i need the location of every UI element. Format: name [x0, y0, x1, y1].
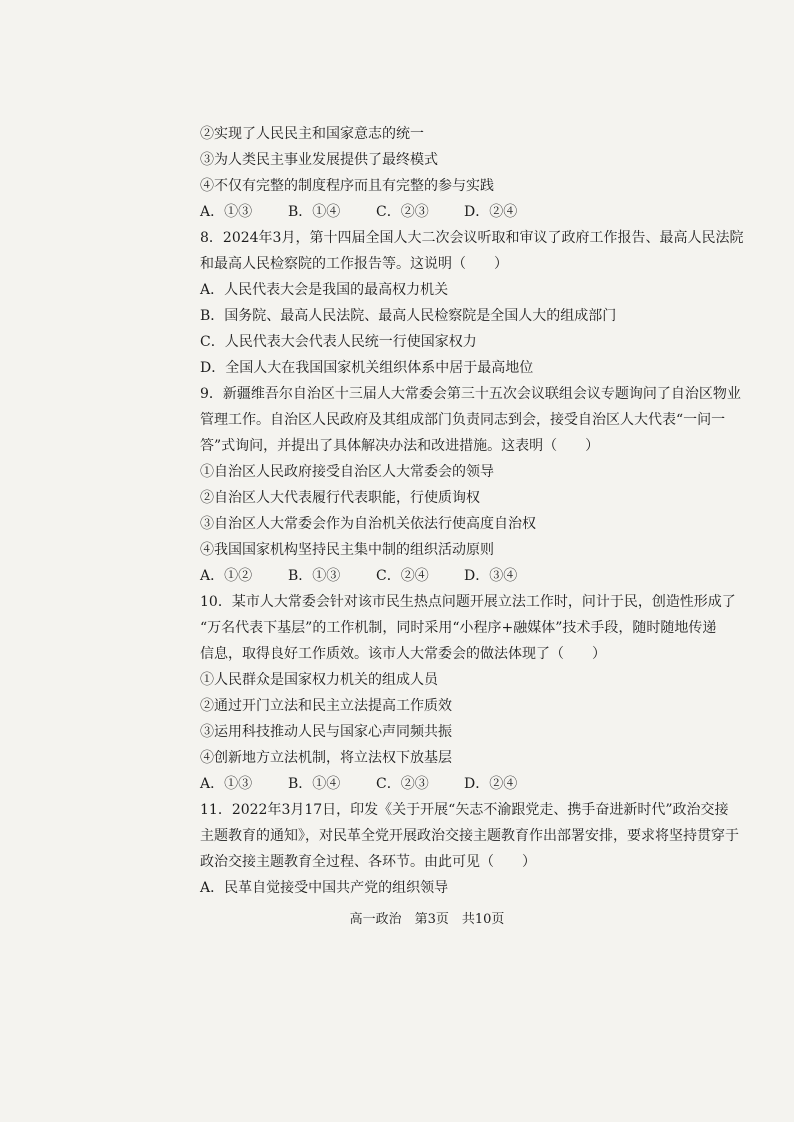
- q10-item-2: ②通过开门立法和民主立法提高工作质效: [200, 698, 452, 714]
- q7-item-2: ②实现了人民民主和国家意志的统一: [200, 126, 424, 142]
- q9-option-c: C．②④: [376, 568, 429, 584]
- q7-option-d: D．②④: [464, 204, 518, 220]
- q7-item-4: ④不仅有完整的制度程序而且有完整的参与实践: [200, 178, 494, 194]
- q9-stem-line-1: 9．新疆维吾尔自治区十三届人大常委会第三十五次会议联组会议专题询问了自治区物业: [200, 386, 741, 402]
- q8-stem-line-1: 8．2024年3月，第十四届全国人大二次会议听取和审议了政府工作报告、最高人民法院: [200, 230, 744, 246]
- q9-item-1: ①自治区人民政府接受自治区人大常委会的领导: [200, 464, 494, 480]
- q10-stem-line-3: 信息，取得良好工作质效。该市人大常委会的做法体现了（ ）: [200, 646, 606, 662]
- q11-stem-line-1: 11．2022年3月17日，印发《关于开展“矢志不渝跟党走、携手奋进新时代”政治交接: [200, 802, 729, 818]
- q7-option-b: B．①④: [288, 204, 341, 220]
- q10-stem-line-1: 10．某市人大常委会针对该市民生热点问题开展立法工作时，问计于民，创造性形成了: [200, 594, 736, 610]
- q10-options: [200, 774, 740, 794]
- page-footer: 高一政治 第3页 共10页: [349, 912, 505, 927]
- q8-option-b: B．国务院、最高人民法院、最高人民检察院是全国人大的组成部门: [200, 308, 617, 324]
- q7-options: [200, 202, 740, 222]
- q10-option-a: A．①③: [200, 776, 253, 792]
- q10-stem-line-2: “万名代表下基层”的工作机制，同时采用“小程序+融媒体”技术手段，随时随地传递: [200, 620, 717, 636]
- q10-option-b: B．①④: [288, 776, 341, 792]
- q11-option-a: A．民革自觉接受中国共产党的组织领导: [200, 880, 449, 896]
- q8-option-d: D．全国人大在我国国家机关组织体系中居于最高地位: [200, 360, 534, 376]
- q9-item-3: ③自治区人大常委会作为自治机关依法行使高度自治权: [200, 516, 536, 532]
- q8-option-a: A．人民代表大会是我国的最高权力机关: [200, 282, 449, 298]
- q7-option-a: A．①③: [200, 204, 253, 220]
- q9-stem-line-2: 管理工作。自治区人民政府及其组成部门负责同志到会，接受自治区人大代表“一问一: [200, 412, 726, 428]
- q9-option-a: A．①②: [200, 568, 253, 584]
- q8-stem-line-2: 和最高人民检察院的工作报告等。这说明（ ）: [200, 256, 508, 272]
- q11-stem-line-2: 主题教育的通知》，对民革全党开展政治交接主题教育作出部署安排，要求将坚持贯穿于: [200, 828, 739, 844]
- q9-item-2: ②自治区人大代表履行代表职能，行使质询权: [200, 490, 480, 506]
- q8-option-c: C．人民代表大会代表人民统一行使国家权力: [200, 334, 477, 350]
- q9-option-d: D．③④: [464, 568, 518, 584]
- q9-stem-line-3: 答”式询问，并提出了具体解决办法和改进措施。这表明（ ）: [200, 438, 600, 454]
- q9-options: [200, 566, 740, 586]
- q10-item-3: ③运用科技推动人民与国家心声同频共振: [200, 724, 452, 740]
- q11-stem-line-3: 政治交接主题教育全过程、各环节。由此可见（ ）: [200, 854, 536, 870]
- q7-item-3: ③为人类民主事业发展提供了最终模式: [200, 152, 438, 168]
- q10-item-4: ④创新地方立法机制，将立法权下放基层: [200, 750, 452, 766]
- q9-item-4: ④我国国家机构坚持民主集中制的组织活动原则: [200, 542, 494, 558]
- q10-option-d: D．②④: [464, 776, 518, 792]
- q10-item-1: ①人民群众是国家权力机关的组成人员: [200, 672, 438, 688]
- q10-option-c: C．②③: [376, 776, 429, 792]
- q9-option-b: B．①③: [288, 568, 341, 584]
- q7-option-c: C．②③: [376, 204, 429, 220]
